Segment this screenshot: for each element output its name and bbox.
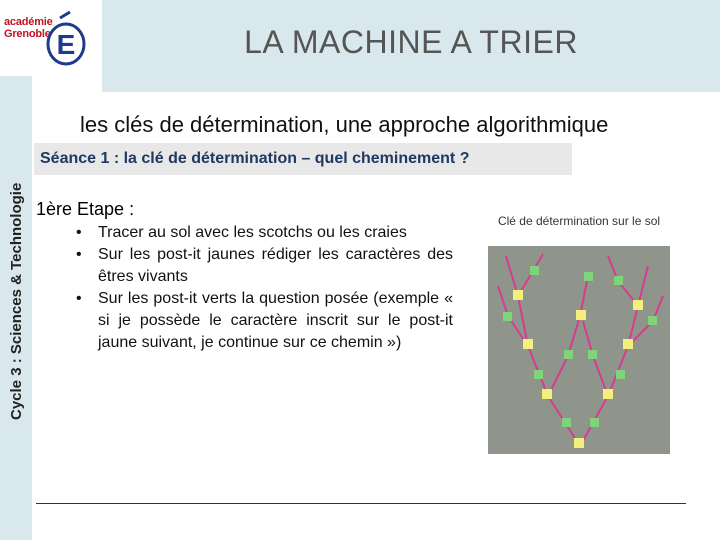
academie-logo [0,0,102,76]
session-title: Séance 1 : la clé de détermination – quel cheminement ? [40,150,470,167]
bullet-icon: • [76,246,82,263]
photo-caption: Clé de détermination sur le sol [497,214,661,228]
bullet-icon: • [76,290,82,307]
logo-line-1: académie [4,16,53,28]
floor-photo [488,246,670,454]
bullet-text: Sur les post-it verts la question posée (exemple « si je possède le caractère inscrit sur le post-it jaune suivant, je continue sur ce chemin ») [98,290,453,351]
subtitle: les clés de détermination, une approche algorithmique [80,112,609,137]
list-item [76,222,453,244]
bullet-text: Tracer au sol avec les scotchs ou les craies [98,224,407,241]
logo-line-2: Grenoble [4,28,51,40]
footer-divider [36,503,686,504]
cycle-label: Cycle 3 : Sciences & Technologie [8,182,25,420]
svg-text:E: E [56,29,76,60]
page-title: LA MACHINE A TRIER [244,24,578,60]
logo-e-icon [46,8,86,68]
bullet-text: Sur les post-it jaunes rédiger les caractères des êtres vivants [98,246,453,285]
step-heading: 1ère Etape : [36,199,135,219]
list-item [76,288,453,354]
list-item [76,244,453,288]
step-list [76,222,453,354]
bullet-icon: • [76,224,82,241]
